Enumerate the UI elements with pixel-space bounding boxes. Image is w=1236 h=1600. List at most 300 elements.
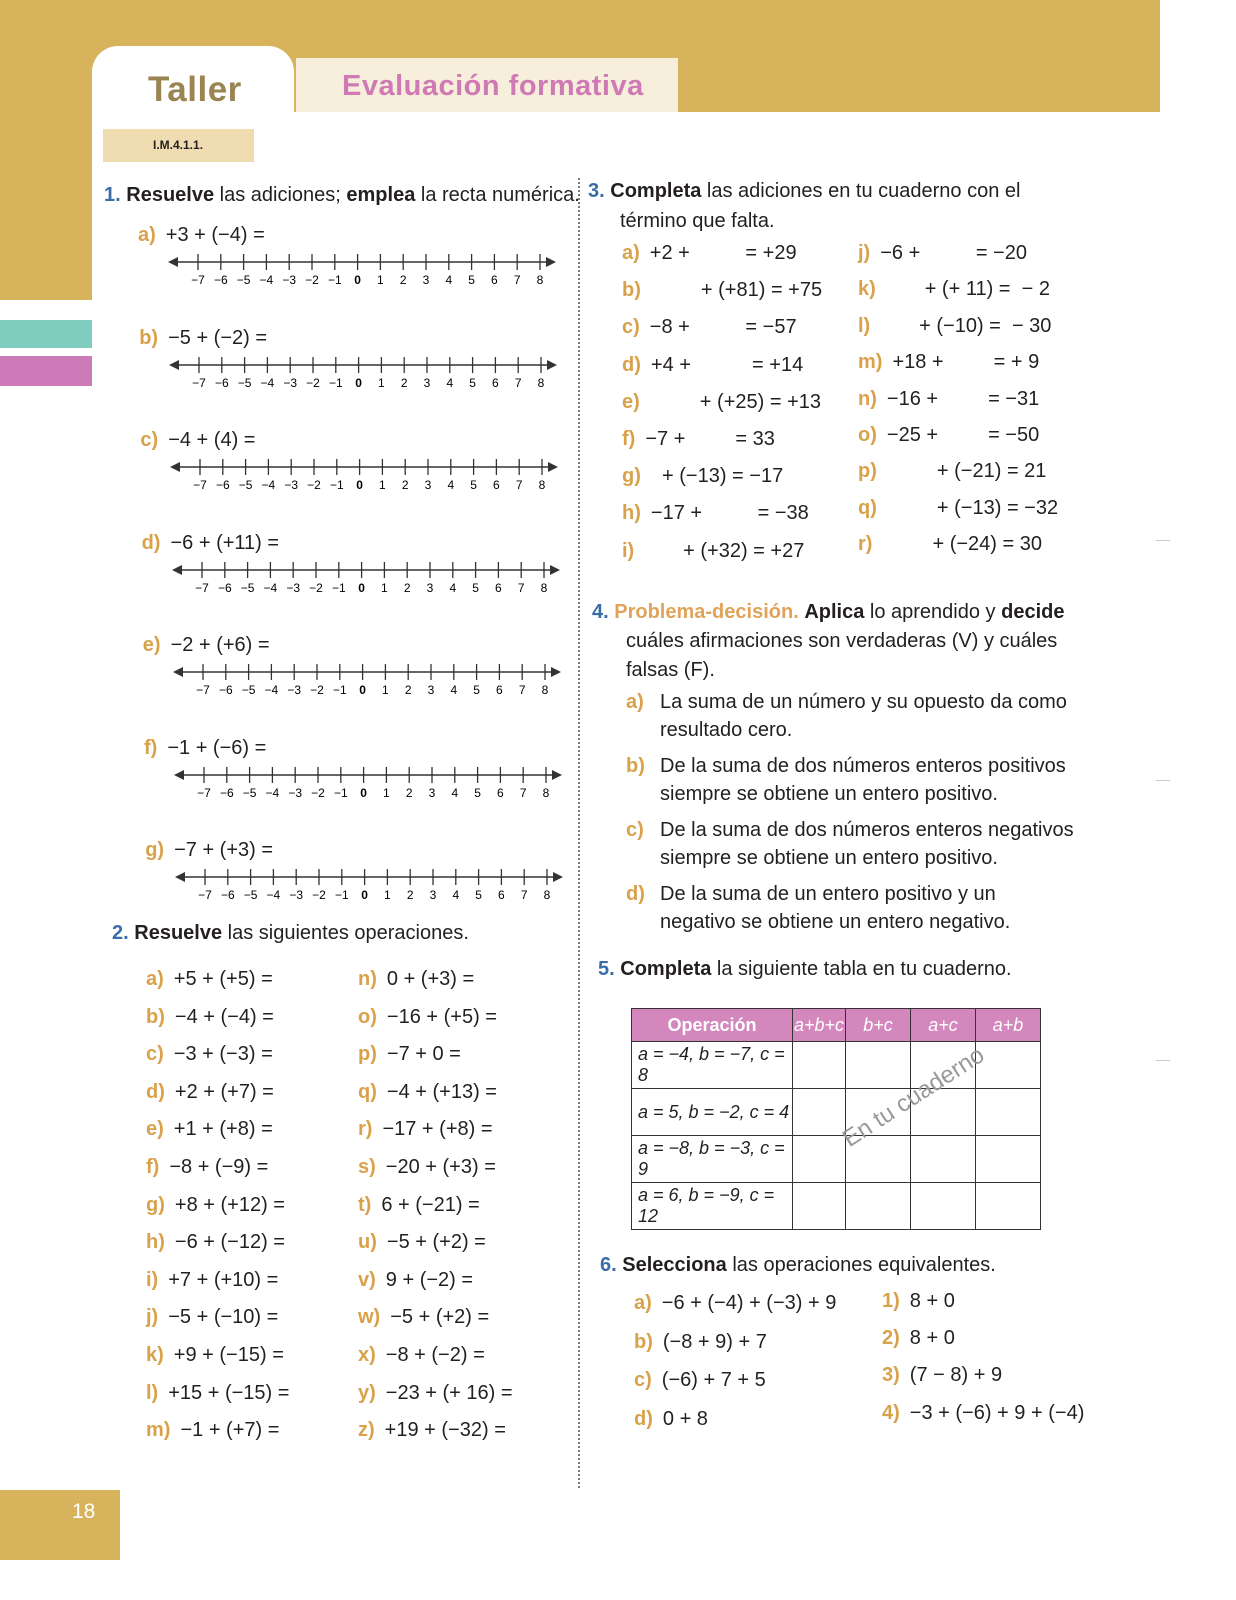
item-expression: +19 + (−32) = <box>384 1419 506 1442</box>
item-expression: −7 + 0 = <box>386 1043 461 1066</box>
exercise-3-item <box>622 391 821 414</box>
number-line-tick-label: 2 <box>399 273 407 287</box>
number-line-tick-label: −6 <box>219 785 234 800</box>
arrow-right-icon <box>548 462 558 472</box>
item-label: t) <box>358 1193 372 1216</box>
operations-table <box>631 1008 1041 1230</box>
exercise-2-item <box>358 1006 497 1029</box>
item-label: q) <box>358 1080 377 1103</box>
exercise-1-item <box>139 326 559 390</box>
item-label: k) <box>146 1344 164 1366</box>
exercise-2-item <box>146 1344 284 1367</box>
exercise-expression <box>143 634 270 657</box>
arrow-right-icon <box>551 667 561 677</box>
number-line-tick-label: 1 <box>380 580 388 595</box>
item-label: r) <box>858 533 873 556</box>
margin-mark <box>1156 1060 1170 1061</box>
table-cell-empty <box>976 1136 1041 1183</box>
exercise-2-item <box>146 1269 278 1292</box>
item-expression: −7 + (+3) = <box>174 839 274 861</box>
item-expression: −17 + = −38 <box>650 502 809 525</box>
table-header-row <box>632 1009 1041 1042</box>
page-number: 18 <box>0 1490 120 1560</box>
table-cell-empty <box>793 1042 846 1089</box>
number-line-tick-label: 4 <box>445 273 453 287</box>
item-expression: +7 + (+10) = <box>168 1268 279 1291</box>
section-1-exercises <box>138 224 568 924</box>
exercise-2-item <box>146 1156 268 1179</box>
table-row <box>632 1089 1041 1136</box>
item-label: r) <box>358 1118 373 1141</box>
number-line-tick-label: −2 <box>312 888 327 902</box>
number-line-tick-label: −6 <box>217 580 232 595</box>
item-expression: +4 + = +14 <box>650 353 804 376</box>
item-expression: 6 + (−21) = <box>381 1193 480 1216</box>
item-label: n) <box>858 387 877 410</box>
exercise-3-item <box>622 279 822 302</box>
number-line-tick-label: 1 <box>383 785 390 800</box>
statement-text: resultado cero. <box>660 719 793 741</box>
table-cell-empty <box>793 1089 846 1136</box>
number-line-tick-label: 7 <box>516 478 523 492</box>
item-expression: + (−10) = − 30 <box>880 314 1052 337</box>
item-label: e) <box>142 634 161 656</box>
statement-text: De la suma de un entero positivo y un <box>660 883 996 905</box>
exercise-2-item <box>146 1043 273 1066</box>
item-label: o) <box>358 1005 377 1028</box>
statement-text: negativo se obtiene un entero negativo. <box>660 911 1011 933</box>
item-expression: −23 + (+ 16) = <box>385 1381 513 1404</box>
arrow-left-icon <box>170 462 180 472</box>
number-line-tick-label: 7 <box>513 273 521 287</box>
exercise-3-item <box>622 465 783 488</box>
exercise-expression <box>139 327 267 350</box>
exercise-2-item <box>358 1043 461 1066</box>
item-label: d) <box>626 883 645 905</box>
item-label: l) <box>146 1381 159 1404</box>
item-expression: +2 + = +29 <box>649 242 797 264</box>
item-label: n) <box>358 968 377 990</box>
exercise-2-item <box>146 1118 273 1141</box>
number-line-tick-label: −1 <box>332 683 347 697</box>
exercise-expression <box>138 224 265 247</box>
number-line-tick-label: 8 <box>541 683 549 697</box>
item-label: 2) <box>882 1327 900 1350</box>
statement-text: siempre se obtiene un entero positivo. <box>660 847 998 869</box>
item-expression: −8 + (−9) = <box>169 1156 269 1178</box>
arrow-right-icon <box>547 360 557 370</box>
item-label: q) <box>858 496 877 519</box>
arrow-left-icon <box>169 360 179 370</box>
column-header: a+c <box>911 1009 976 1042</box>
item-expression: +5 + (+5) = <box>173 968 273 990</box>
number-line-tick-label: 7 <box>515 375 522 390</box>
table-cell-empty <box>793 1136 846 1183</box>
item-label: z) <box>358 1419 375 1442</box>
number-line-tick-label: −4 <box>264 683 279 697</box>
number-line-tick-label: 4 <box>451 785 459 800</box>
item-expression: (7 − 8) + 9 <box>909 1364 1003 1387</box>
number-line-tick-label: 0 <box>361 888 369 902</box>
number-line-tick-label: −3 <box>289 888 304 902</box>
number-line-tick-label: 1 <box>381 683 389 697</box>
exercise-3-item <box>622 540 804 563</box>
number-line-tick-label: −5 <box>240 580 255 595</box>
item-label: f) <box>144 736 158 759</box>
item-expression: −5 + (+2) = <box>386 1231 486 1254</box>
item-label: d) <box>634 1407 653 1430</box>
number-line-tick-label: 0 <box>357 580 365 595</box>
item-label: j) <box>146 1306 159 1329</box>
section-6-left-column <box>634 1292 874 1452</box>
item-label: x) <box>358 1344 376 1366</box>
item-label: b) <box>622 279 641 302</box>
exercise-2-item <box>146 1382 289 1405</box>
exercise-3-item <box>858 424 1039 447</box>
number-line-tick-label: −7 <box>195 683 210 697</box>
item-expression: −6 + (−12) = <box>174 1231 285 1254</box>
item-expression: −16 + = −31 <box>886 387 1040 410</box>
number-line-tick-label: −5 <box>239 478 253 492</box>
number-line-tick-label: −4 <box>265 785 280 800</box>
item-expression: + (−13) = −17 <box>650 465 784 488</box>
item-expression: +9 + (−15) = <box>173 1344 284 1366</box>
item-expression: +18 + = + 9 <box>892 351 1040 374</box>
number-line-tick-label: −2 <box>306 375 321 390</box>
exercise-2-item <box>358 1194 480 1217</box>
notebook-watermark: En tu cuaderno <box>838 1041 990 1153</box>
exercise-2-item <box>358 1269 473 1292</box>
item-label: l) <box>858 314 871 337</box>
exercise-1-item <box>144 736 564 800</box>
item-expression: + (−21) = 21 <box>886 460 1047 483</box>
number-line-tick-label: −4 <box>259 273 274 287</box>
exercise-3-item <box>858 497 1058 520</box>
number-line-tick-label: 5 <box>475 888 483 902</box>
number-line-tick-label: 7 <box>521 888 528 902</box>
item-label: j) <box>858 242 871 264</box>
exercise-6-item <box>882 1364 1002 1387</box>
table-cell-empty <box>793 1183 846 1230</box>
item-expression: −20 + (+3) = <box>385 1156 496 1178</box>
number-line-tick-label: −2 <box>308 580 323 595</box>
exercise-3-item <box>622 428 775 451</box>
number-line-tick-label: 0 <box>354 273 361 287</box>
number-line-tick-label: −5 <box>237 375 252 390</box>
item-expression: −1 + (+7) = <box>180 1419 280 1442</box>
item-expression: −5 + (−10) = <box>168 1306 279 1329</box>
item-expression: −8 + = −57 <box>649 316 797 339</box>
number-line-tick-label: 1 <box>377 273 384 287</box>
number-line-tick-label: 5 <box>470 478 478 492</box>
number-line-tick-label: −4 <box>266 888 281 902</box>
number-line-tick-label: −4 <box>263 580 277 595</box>
exercise-2-item <box>146 1006 274 1029</box>
item-label: g) <box>622 465 641 488</box>
item-label: c) <box>146 1043 164 1066</box>
number-line-tick-label: 4 <box>447 478 455 492</box>
arrow-left-icon <box>172 565 182 575</box>
number-line-tick-label: −1 <box>329 375 343 390</box>
item-label: a) <box>138 224 156 246</box>
item-label: m) <box>146 1419 171 1442</box>
item-expression: −5 + (−2) = <box>168 326 268 349</box>
item-expression: +8 + (+12) = <box>174 1193 285 1216</box>
exercise-2-item <box>358 1419 506 1442</box>
number-line-tick-label: 6 <box>494 580 502 595</box>
number-line-tick-label: −3 <box>282 273 297 287</box>
column-header: a+b <box>976 1009 1041 1042</box>
item-label: d) <box>622 353 641 376</box>
number-line-tick-label: 8 <box>543 888 551 902</box>
exercise-3-item <box>858 533 1042 556</box>
arrow-right-icon <box>552 770 562 780</box>
number-line-tick-label: −6 <box>218 683 233 697</box>
exercise-6-item <box>634 1292 836 1315</box>
exercise-2-item <box>146 1306 278 1329</box>
item-label: e) <box>622 390 640 413</box>
number-line-tick-label: 6 <box>498 888 505 902</box>
exercise-3-item <box>622 502 809 525</box>
item-expression: + (−13) = −32 <box>886 496 1059 519</box>
item-expression: −1 + (−6) = <box>167 736 267 759</box>
item-label: b) <box>139 326 159 349</box>
exercise-2-item <box>146 1419 279 1442</box>
teal-marker <box>0 320 92 348</box>
item-label: v) <box>358 1268 376 1291</box>
number-line-tick-label: −1 <box>330 478 345 492</box>
number-line-tick-label: 8 <box>539 478 546 492</box>
item-label: p) <box>858 460 877 483</box>
number-line-tick-label: 5 <box>468 273 475 287</box>
number-line-tick-label: −7 <box>191 273 205 287</box>
item-label: c) <box>140 429 159 451</box>
table-cell-empty <box>846 1042 911 1089</box>
table-cell-operation: a = 5, b = −2, c = 4 <box>632 1089 793 1136</box>
number-line-tick-label: 5 <box>474 785 481 800</box>
number-line <box>166 248 558 288</box>
number-line-tick-label: 6 <box>493 478 501 492</box>
exercise-2-item <box>146 968 273 991</box>
statement-item <box>626 880 1010 936</box>
arrow-left-icon <box>174 770 184 780</box>
item-label: 4) <box>882 1401 900 1424</box>
number-line-tick-label: 6 <box>495 683 503 697</box>
pink-marker <box>0 356 92 386</box>
item-label: m) <box>858 351 883 374</box>
item-expression: −2 + (+6) = <box>170 634 270 656</box>
item-label: e) <box>146 1118 164 1141</box>
item-expression: −6 + (−4) + (−3) + 9 <box>661 1292 837 1314</box>
exercise-2-item <box>358 1344 485 1367</box>
number-line-tick-label: −4 <box>261 478 276 492</box>
item-label: s) <box>358 1156 376 1178</box>
item-label: k) <box>858 278 876 301</box>
number-line-tick-label: −6 <box>213 273 228 287</box>
number-line-tick-label: −5 <box>243 888 258 902</box>
number-line-tick-label: 4 <box>446 375 454 390</box>
margin-mark <box>1156 540 1170 541</box>
number-line-tick-label: 6 <box>492 375 499 390</box>
exercise-2-item <box>358 1081 497 1104</box>
number-line-tick-label: 7 <box>517 580 525 595</box>
table-cell-operation: a = 6, b = −9, c = 12 <box>632 1183 793 1230</box>
item-label: d) <box>141 531 161 554</box>
number-line-tick-label: 8 <box>540 580 547 595</box>
arrow-left-icon <box>173 667 183 677</box>
exercise-6-item <box>634 1331 767 1354</box>
number-line-tick-label: −3 <box>285 580 300 595</box>
statement-text: De la suma de dos números enteros negativos <box>660 819 1074 841</box>
column-header: b+c <box>846 1009 911 1042</box>
item-label: a) <box>626 691 644 713</box>
number-line-tick-label: 0 <box>355 375 363 390</box>
item-label: y) <box>358 1381 376 1404</box>
section-4-heading: 4. Problema-decisión. Aplica lo aprendido y decide cuáles afirmaciones son verdaderas (V) y cuáles falsas (F). <box>592 601 1065 681</box>
number-line-tick-label: 0 <box>360 785 367 800</box>
table-cell-operation: a = −4, b = −7, c = 8 <box>632 1042 793 1089</box>
number-line-tick-label: 3 <box>427 683 435 697</box>
section-3-left-column <box>622 242 852 572</box>
item-expression: −6 + (+11) = <box>170 531 280 554</box>
item-expression: +15 + (−15) = <box>168 1381 290 1404</box>
number-line-tick-label: 5 <box>473 683 480 697</box>
item-label: c) <box>634 1369 652 1391</box>
column-header: a+b+c <box>793 1009 846 1042</box>
column-divider <box>578 178 580 1488</box>
item-label: b) <box>634 1330 653 1353</box>
exercise-3-item <box>858 278 1050 301</box>
item-expression: 0 + 8 <box>662 1407 708 1430</box>
number-line <box>167 351 559 391</box>
number-line <box>172 761 564 801</box>
number-line-tick-label: 3 <box>423 375 431 390</box>
number-line-tick-label: 8 <box>536 273 544 287</box>
exercise-3-item <box>622 316 797 339</box>
item-label: g) <box>146 1193 165 1216</box>
item-label: o) <box>858 424 877 446</box>
item-label: p) <box>358 1043 377 1066</box>
item-label: a) <box>634 1292 652 1314</box>
section-1-heading: 1. Resuelve las adiciones; emplea la recta numérica. <box>104 184 580 206</box>
evaluation-title: Evaluación formativa <box>342 70 644 102</box>
exercise-2-item <box>358 1231 486 1254</box>
number-line-tick-label: 4 <box>449 580 456 595</box>
exercise-expression <box>144 737 266 760</box>
number-line <box>170 556 562 596</box>
number-line-tick-label: −2 <box>307 478 322 492</box>
exercise-2-item <box>146 1231 285 1254</box>
item-expression: −6 + = −20 <box>880 242 1027 264</box>
exercise-1-item <box>138 224 558 287</box>
number-line <box>173 863 565 903</box>
exercise-3-item <box>858 460 1046 483</box>
section-2-left-column <box>146 968 356 1468</box>
item-expression: + (+81) = +75 <box>650 279 823 302</box>
number-line-tick-label: −7 <box>198 888 213 902</box>
item-expression: 0 + (+3) = <box>386 968 475 990</box>
item-expression: + (−24) = 30 <box>882 533 1042 556</box>
number-line-tick-label: −3 <box>288 785 303 800</box>
number-line-tick-label: 3 <box>422 273 430 287</box>
number-line-tick-label: 6 <box>491 273 498 287</box>
table-cell-operation: a = −8, b = −3, c = 9 <box>632 1136 793 1183</box>
number-line-tick-label: −7 <box>193 478 208 492</box>
number-line-tick-label: 2 <box>402 478 409 492</box>
item-expression: −8 + (−2) = <box>385 1344 485 1366</box>
table-row <box>632 1136 1041 1183</box>
number-line-tick-label: 1 <box>378 375 385 390</box>
section-2-right-column <box>358 968 568 1468</box>
section-3-heading: 3. Completa las adiciones en tu cuaderno con el término que falta. <box>588 180 1021 232</box>
item-label: f) <box>146 1156 160 1178</box>
item-expression: 8 + 0 <box>909 1290 955 1312</box>
statement-item <box>626 816 1074 872</box>
number-line-tick-label: 1 <box>384 888 391 902</box>
number-line-tick-label: 3 <box>426 580 433 595</box>
section-4-statements <box>626 688 1074 938</box>
number-line-tick-label: 0 <box>359 683 366 697</box>
item-expression: −7 + = 33 <box>645 428 775 450</box>
item-label: 1) <box>882 1290 900 1312</box>
exercise-expression <box>142 532 279 555</box>
number-line-tick-label: 2 <box>405 785 413 800</box>
number-line-tick-label: 7 <box>518 683 526 697</box>
item-label: a) <box>622 242 640 264</box>
number-line <box>171 658 563 698</box>
item-expression: + (+25) = +13 <box>649 390 822 413</box>
left-band <box>0 0 92 300</box>
exercise-1-item <box>140 429 560 492</box>
exercise-1-item <box>145 839 565 902</box>
exercise-2-item <box>358 1306 489 1329</box>
exercise-2-item <box>358 1118 493 1141</box>
number-line-tick-label: 5 <box>469 375 477 390</box>
table-row <box>632 1183 1041 1230</box>
statement-text: La suma de un número y su opuesto da como <box>660 691 1067 713</box>
statement-item <box>626 752 1066 808</box>
item-expression: (−6) + 7 + 5 <box>661 1369 766 1391</box>
item-label: b) <box>146 1005 165 1028</box>
number-line-tick-label: 3 <box>429 888 437 902</box>
section-3-right-column <box>858 242 1088 572</box>
item-expression: −17 + (+8) = <box>382 1118 493 1141</box>
exercise-6-item <box>882 1327 955 1350</box>
item-expression: −4 + (+13) = <box>386 1080 497 1103</box>
item-expression: −5 + (+2) = <box>390 1306 490 1329</box>
exercise-3-item <box>622 242 797 265</box>
number-line-tick-label: −5 <box>236 273 251 287</box>
number-line-tick-label: 2 <box>404 683 412 697</box>
statement-text: De la suma de dos números enteros positivos <box>660 755 1066 777</box>
exercise-expression <box>140 429 255 452</box>
item-label: 3) <box>882 1364 900 1387</box>
number-line <box>168 453 560 493</box>
number-line-tick-label: −3 <box>283 375 298 390</box>
number-line-tick-label: −6 <box>216 478 231 492</box>
number-line-tick-label: −7 <box>197 785 211 800</box>
exercise-6-item <box>634 1369 766 1392</box>
exercise-3-item <box>858 388 1039 411</box>
item-label: h) <box>622 502 641 525</box>
number-line-tick-label: −2 <box>311 785 325 800</box>
number-line-tick-label: 3 <box>425 478 432 492</box>
number-line-tick-label: −6 <box>221 888 235 902</box>
exercise-1-item <box>141 531 562 595</box>
number-line-tick-label: 8 <box>537 375 545 390</box>
arrow-left-icon <box>175 872 185 882</box>
exercise-2-item <box>358 1156 496 1179</box>
